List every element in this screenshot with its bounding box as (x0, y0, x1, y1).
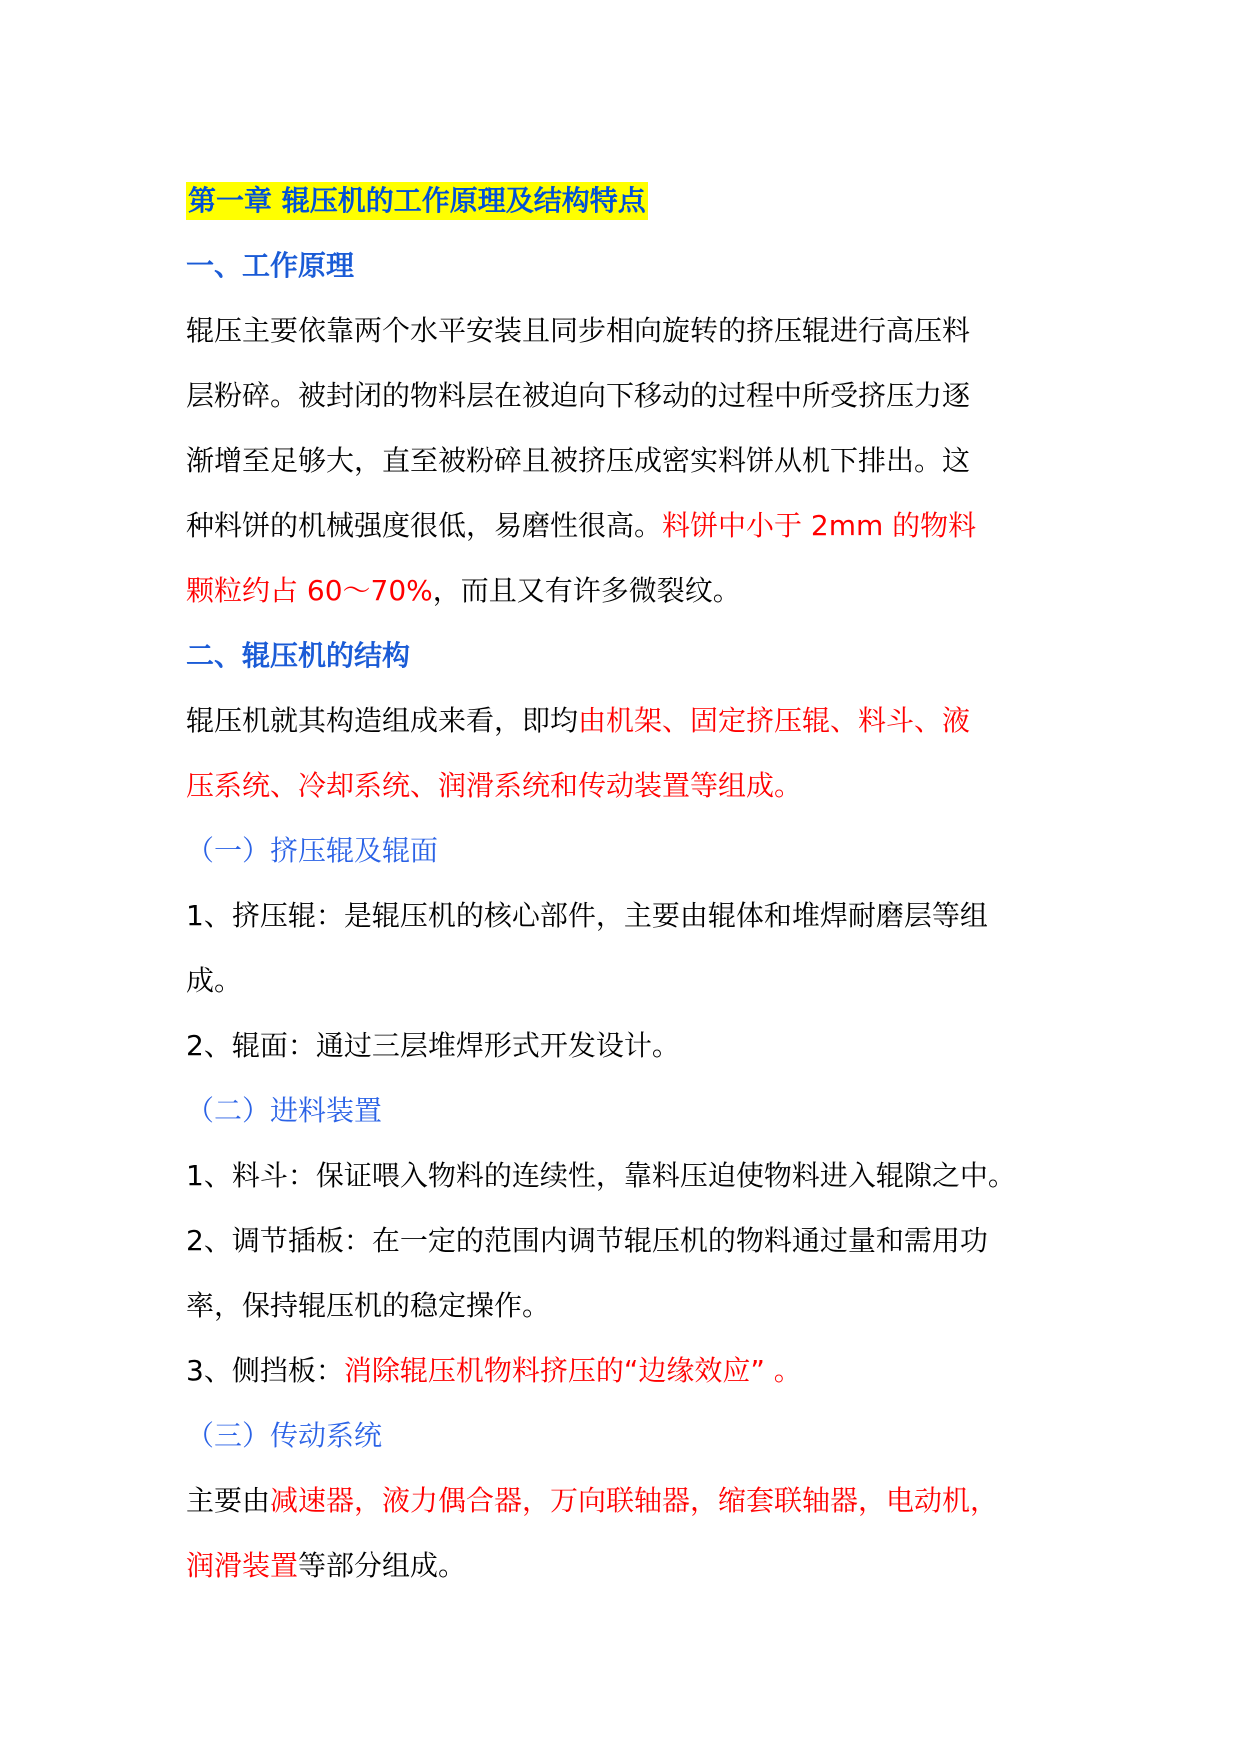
paragraph-line (186, 1533, 1086, 1598)
paragraph-line (186, 688, 1086, 753)
list-item-line (186, 1338, 1086, 1403)
list-item-line: 1、料斗：保证喂入物料的连续性，靠料压迫使物料进入辊隙之中。 (186, 1159, 1016, 1192)
paragraph-line: 渐增至足够大，直至被粉碎且被挤压成密实料饼从机下排出。这 (186, 444, 971, 477)
paragraph-text: ，而且又有许多微裂纹。 (432, 574, 741, 607)
paragraph-text: 3、侧挡板： (186, 1354, 344, 1387)
paragraph-line (186, 753, 1086, 818)
emphasis-text: 料饼中小于 2mm 的物料 (662, 509, 977, 542)
subsection-title-rollers: （一）挤压辊及辊面 (186, 834, 439, 867)
paragraph-text: 种料饼的机械强度很低，易磨性很高。 (186, 509, 663, 542)
paragraph-line: 辊压主要依靠两个水平安装且同步相向旋转的挤压辊进行高压料 (186, 314, 971, 347)
list-item-line: 率，保持辊压机的稳定操作。 (186, 1289, 551, 1322)
paragraph-text: 辊压机就其构造组成来看，即均 (186, 704, 579, 737)
subsection-title-feeding: （二）进料装置 (186, 1094, 383, 1127)
document-page (186, 168, 1086, 1598)
paragraph-text: 主要由 (186, 1484, 271, 1517)
section-title-structure: 二、辊压机的结构 (186, 639, 411, 672)
chapter-title-line (186, 168, 1086, 233)
list-item-line: 2、辊面：通过三层堆焊形式开发设计。 (186, 1029, 680, 1062)
paragraph-line (186, 558, 1086, 623)
emphasis-text: 由机架、固定挤压辊、料斗、液 (578, 704, 971, 737)
subsection-title-transmission: （三）传动系统 (186, 1419, 383, 1452)
emphasis-text: 压系统、冷却系统、润滑系统和传动装置等组成。 (186, 769, 803, 802)
list-item-line: 1、挤压辊：是辊压机的核心部件，主要由辊体和堆焊耐磨层等组 (186, 899, 988, 932)
emphasis-text: 润滑装置 (186, 1549, 299, 1582)
paragraph-text: 等部分组成。 (298, 1549, 467, 1582)
section-title-working-principle: 一、工作原理 (186, 249, 355, 282)
emphasis-text: 消除辊压机物料挤压的“边缘效应” 。 (343, 1354, 802, 1387)
chapter-title: 第一章 辊压机的工作原理及结构特点 (186, 182, 648, 220)
list-item-line: 成。 (186, 964, 243, 997)
list-item-line: 2、调节插板：在一定的范围内调节辊压机的物料通过量和需用功 (186, 1224, 988, 1257)
emphasis-text: 减速器，液力偶合器，万向联轴器，缩套联轴器，电动机， (270, 1484, 999, 1517)
emphasis-text: 颗粒约占 60～70% (186, 574, 433, 607)
paragraph-line: 层粉碎。被封闭的物料层在被迫向下移动的过程中所受挤压力逐 (186, 379, 971, 412)
paragraph-line (186, 493, 1086, 558)
paragraph-line (186, 1468, 1086, 1533)
